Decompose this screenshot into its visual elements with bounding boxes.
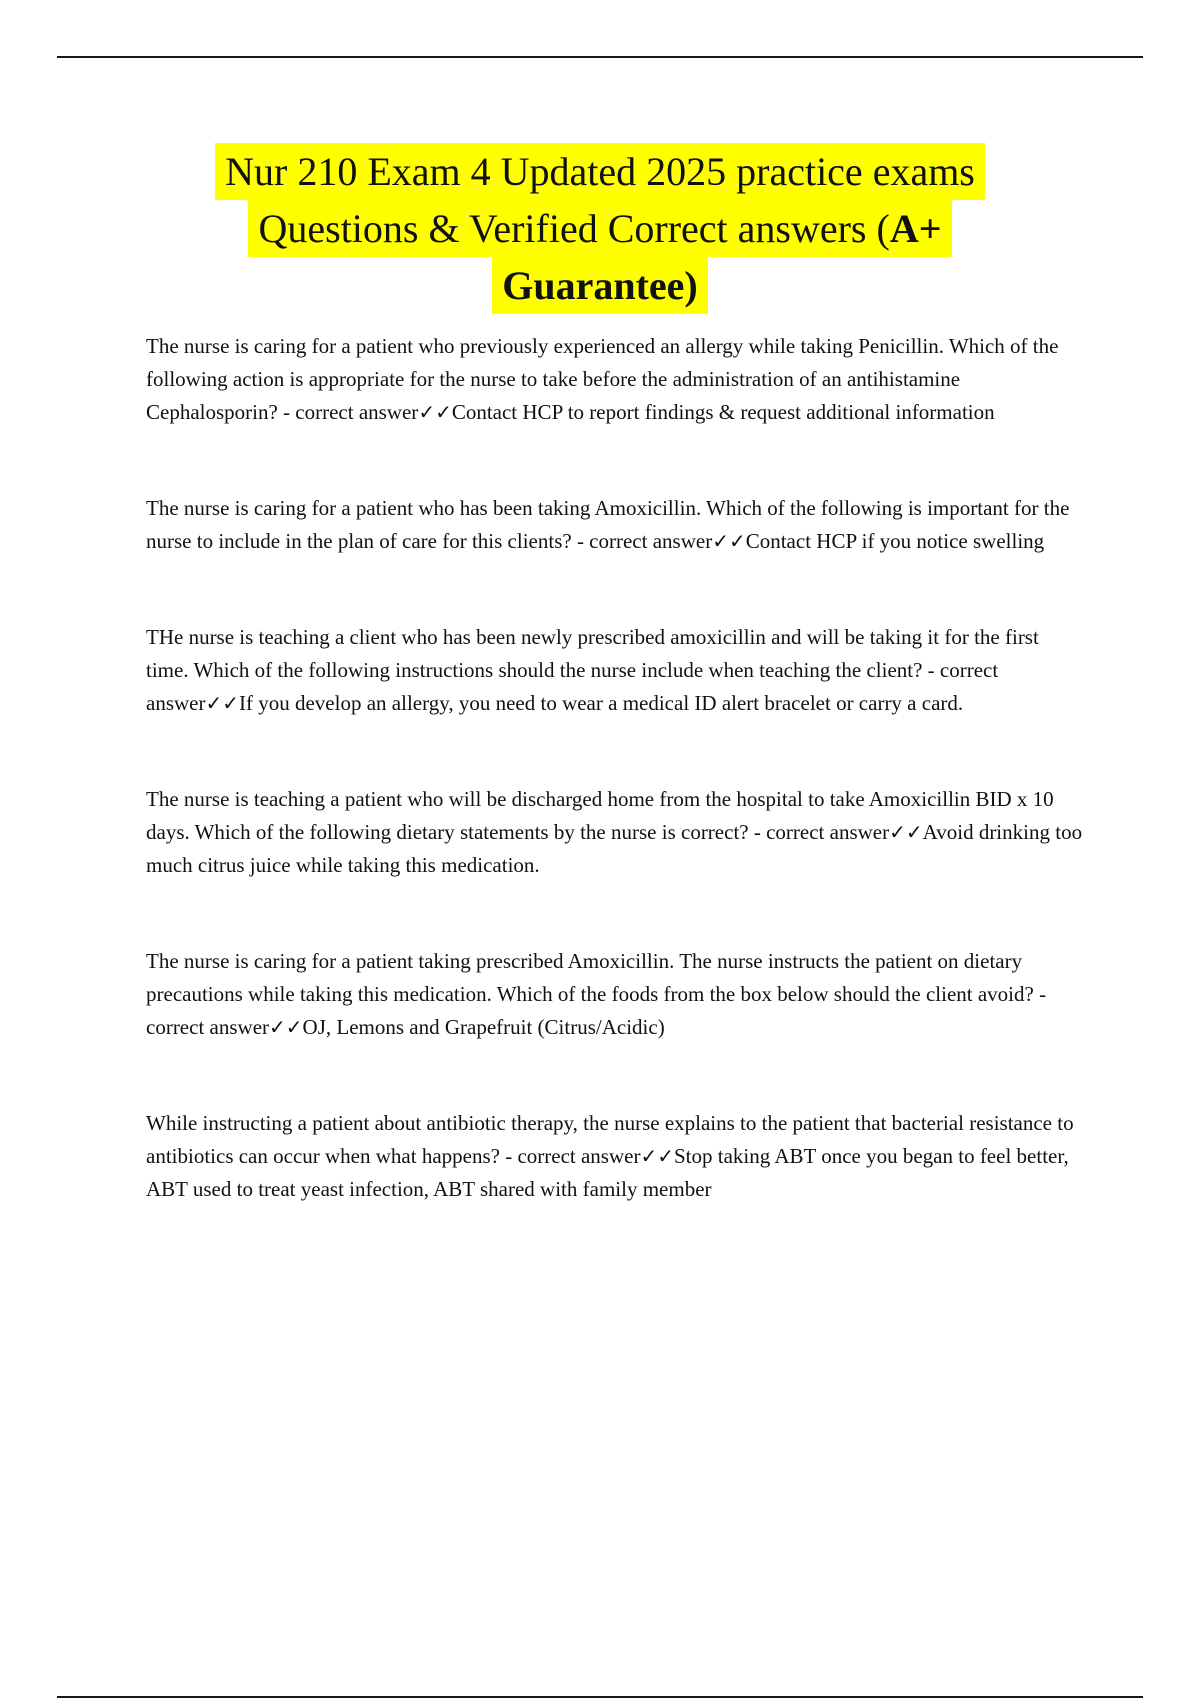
qa-item [146, 621, 1086, 720]
question-text: The nurse is caring for a patient taking prescribed Amoxicillin. The nurse instructs the patient on dietary precautions while taking this medication. Which of the foods from the box below should the client avoid? - correct answer [146, 949, 1047, 1039]
question-text: The nurse is caring for a patient who previously experienced an allergy while taking Penicillin. Which of the following action is appropriate for the nurse to take before the administration of an antihistamine Cephalosporin? - correct answer [146, 334, 1059, 424]
qa-list [146, 330, 1086, 1206]
title-line-2-text: Questions & Verified Correct answers ( [258, 206, 890, 251]
title-line-1: Nur 210 Exam 4 Updated 2025 practice exams [215, 143, 985, 200]
question-text: THe nurse is teaching a client who has been newly prescribed amoxicillin and will be taking it for the first time. Which of the following instructions should the nurse include when teaching the client? - correct answer [146, 625, 1039, 715]
checkmark-icon: ✓✓ [640, 1144, 674, 1168]
title-line-2 [248, 200, 951, 257]
qa-item [146, 330, 1086, 429]
checkmark-icon: ✓✓ [712, 529, 746, 553]
checkmark-icon: ✓✓ [418, 400, 452, 424]
answer-text: Contact HCP to report findings & request additional information [451, 400, 995, 424]
checkmark-icon: ✓✓ [269, 1015, 303, 1039]
answer-text: Contact HCP if you notice swelling [745, 529, 1045, 553]
qa-item [146, 783, 1086, 882]
title-line-3-bold: Guarantee) [502, 263, 698, 308]
answer-text: Avoid drinking too much citrus juice while taking this medication. [146, 820, 1083, 877]
question-text: The nurse is caring for a patient who has been taking Amoxicillin. Which of the following is important for the nurse to include in the plan of care for this clients? - correct answer [146, 496, 1070, 553]
top-rule [57, 56, 1143, 58]
bottom-rule [57, 1696, 1143, 1698]
answer-text: OJ, Lemons and Grapefruit (Citrus/Acidic) [302, 1015, 665, 1039]
checkmark-icon: ✓✓ [205, 691, 239, 715]
document-title [100, 143, 1100, 314]
answer-text: If you develop an allergy, you need to wear a medical ID alert bracelet or carry a card. [239, 691, 964, 715]
question-text: While instructing a patient about antibiotic therapy, the nurse explains to the patient that bacterial resistance to antibiotics can occur when what happens? - correct answer [146, 1111, 1074, 1168]
qa-item [146, 492, 1086, 558]
qa-item [146, 1107, 1086, 1206]
checkmark-icon: ✓✓ [889, 820, 923, 844]
title-line-3 [492, 257, 708, 314]
answer-text: Stop taking ABT once you began to feel better, ABT used to treat yeast infection, ABT shared with family member [146, 1144, 1069, 1201]
qa-item [146, 945, 1086, 1044]
question-text: The nurse is teaching a patient who will be discharged home from the hospital to take Amoxicillin BID x 10 days. Which of the following dietary statements by the nurse is correct? - correct answer [146, 787, 1054, 844]
title-line-2-bold: A+ [889, 206, 942, 251]
